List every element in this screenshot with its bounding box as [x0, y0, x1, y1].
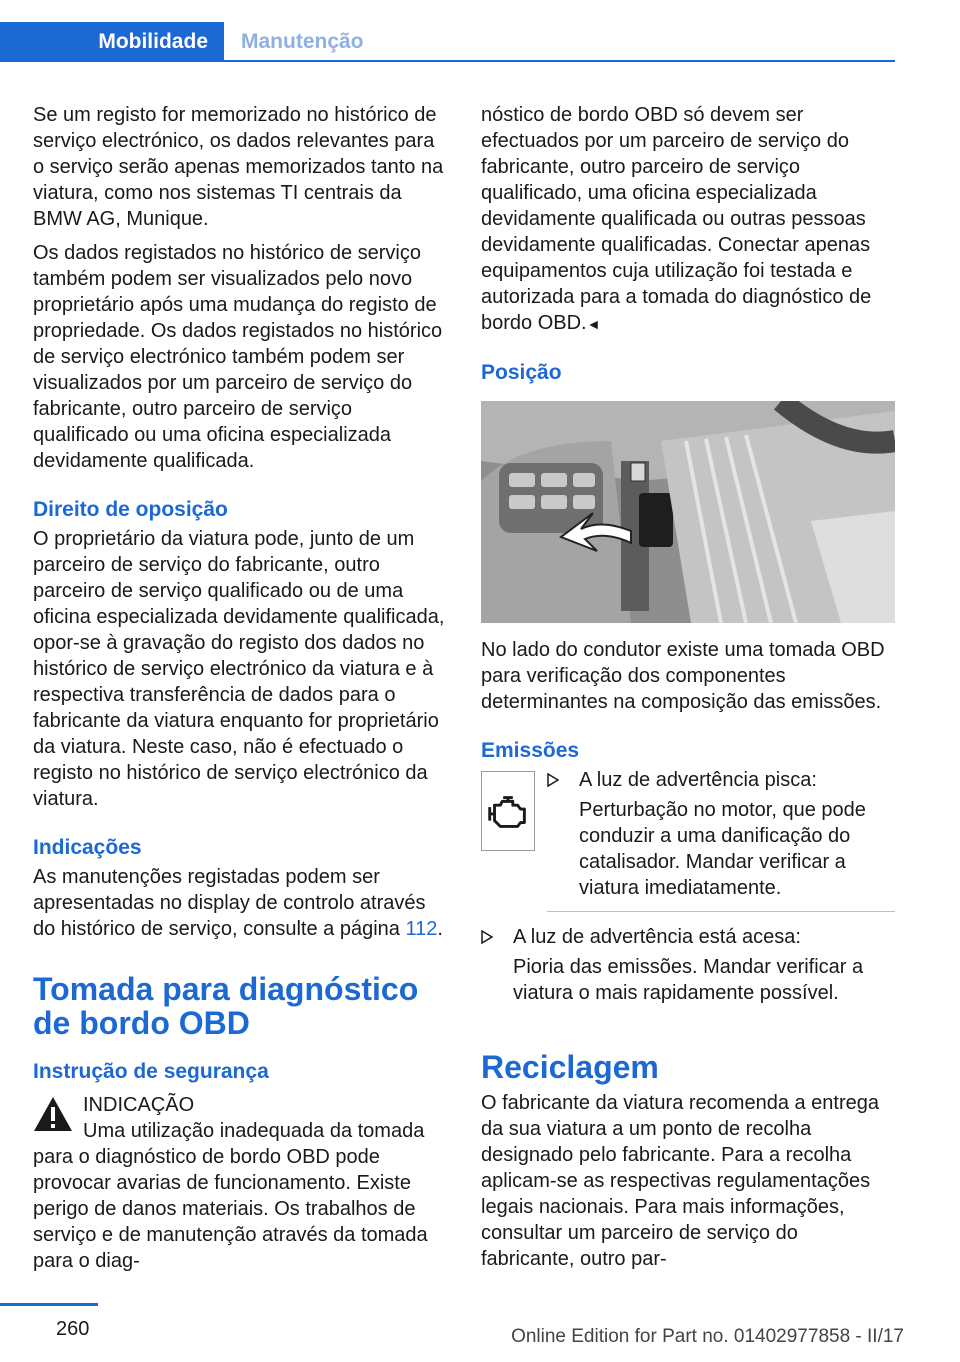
safety-notice — [33, 1092, 447, 1274]
paragraph — [481, 102, 895, 337]
header-rule — [0, 60, 895, 62]
bullet-item — [547, 767, 895, 901]
notice-text: Uma utilização inadequada da tomada — [83, 1120, 425, 1142]
heading-emissoes: Emissões — [481, 739, 580, 762]
bullet-triangle-icon — [481, 930, 493, 944]
left-column — [33, 102, 447, 1274]
text: . — [437, 918, 443, 940]
tab-manutencao[interactable]: Manutenção — [241, 30, 364, 53]
notice-text: para o diagnóstico de bordo OBD pode provocar avarias de funcionamento. Existe perigo de danos materiais. Os trabalhos de serviço e de manutenção através da tomada para o diag- — [33, 1146, 428, 1272]
paragraph: O fabricante da viatura recomenda a entrega da sua viatura a um ponto de recolha designado pelo fabricante. Para a recolha aplicam-se as respectivas regulamentações legais nacionais. Para mais informações, consultar um parceiro de serviço do fabricante, outro par- — [481, 1092, 880, 1270]
engine-warning-light — [481, 771, 535, 851]
text: As manutenções registadas podem ser apresentadas no display de controlo através do histórico de serviço, consulte a página — [33, 866, 426, 940]
paragraph: Os dados registados no histórico de serviço também podem ser visualizados pelo novo proprietário após uma mudança do registo de propriedade. Os dados registados no histórico de serviço electrónico também podem ser visualizados por um parceiro de serviço do fabricante, outro parceiro de serviço qualificado ou uma oficina especializada devidamente qualificada. — [33, 242, 443, 472]
heading-instrucao-seguranca: Instrução de segurança — [33, 1060, 269, 1083]
heading-direito-oposicao: Direito de oposição — [33, 498, 228, 521]
obd-socket-photo — [481, 401, 895, 623]
heading-tomada-obd: Tomada para diagnóstico de bordo OBD — [33, 971, 419, 1041]
paragraph: O proprietário da viatura pode, junto de um parceiro de serviço do fabricante, outro parceiro de serviço qualificado ou de uma oficina especializada devidamente qualificada, opor-se à gravação do registo dos dados no histórico de serviço electrónico da viatura e à respectiva transferência de dados para o fabricante da viatura enquanto for proprietário da viatura. Neste caso, não é efectuado o registo no histórico de serviço electrónico da viatura. — [33, 528, 445, 810]
paragraph: No lado do condutor existe uma tomada OBD para verificação dos componentes determinantes na composição das emissões. — [481, 639, 885, 713]
bullet-text: Pioria das emissões. Mandar verificar a viatura o mais rapidamente possível. — [513, 956, 864, 1004]
paragraph: Se um registo for memorizado no histórico de serviço electrónico, os dados relevantes para o serviço serão apenas memorizados tanto na viatura, como nos sistemas TI centrais da BMW AG, Munique. — [33, 104, 444, 230]
end-mark: ◄ — [586, 316, 601, 332]
warning-triangle-icon — [33, 1096, 73, 1132]
paragraph-indicacoes — [33, 864, 447, 942]
divider — [547, 911, 895, 912]
header-bar — [0, 0, 960, 62]
heading-indicacoes: Indicações — [33, 836, 142, 859]
notice-label: INDICAÇÃO — [83, 1094, 195, 1116]
bullet-text: Perturbação no motor, que pode conduzir a uma danificação do catalisador. Mandar verificar a viatura imediatamente. — [579, 799, 866, 899]
engine-warning-icon — [482, 772, 534, 850]
footer-edition: Online Edition for Part no. 01402977858 - II/17 — [511, 1326, 904, 1347]
bullet-item — [481, 924, 895, 1006]
bullet-triangle-icon — [547, 773, 559, 787]
text: nóstico de bordo OBD só devem ser efectuados por um parceiro de serviço do fabricante, outro parceiro de serviço qualificado, uma oficina especializada devidamente qualificada ou outras pessoas devidamente qualificadas. Conectar apenas equipamentos cuja utilização foi testada e autorizada para a tomada do diagnóstico de bordo OBD. — [481, 104, 872, 334]
bullet-title: A luz de advertência está acesa: — [513, 926, 801, 948]
heading-posicao: Posição — [481, 361, 562, 384]
tab-mobilidade[interactable]: Mobilidade — [0, 22, 224, 62]
bullet-title: A luz de advertência pisca: — [579, 769, 817, 791]
page-link[interactable]: 112 — [405, 918, 438, 940]
right-column — [481, 102, 895, 1280]
heading-reciclagem: Reciclagem — [481, 1049, 659, 1085]
page-number-rule — [0, 1303, 98, 1306]
page-number: 260 — [56, 1318, 90, 1340]
emission-item — [481, 767, 895, 912]
emission-item — [481, 924, 895, 1006]
